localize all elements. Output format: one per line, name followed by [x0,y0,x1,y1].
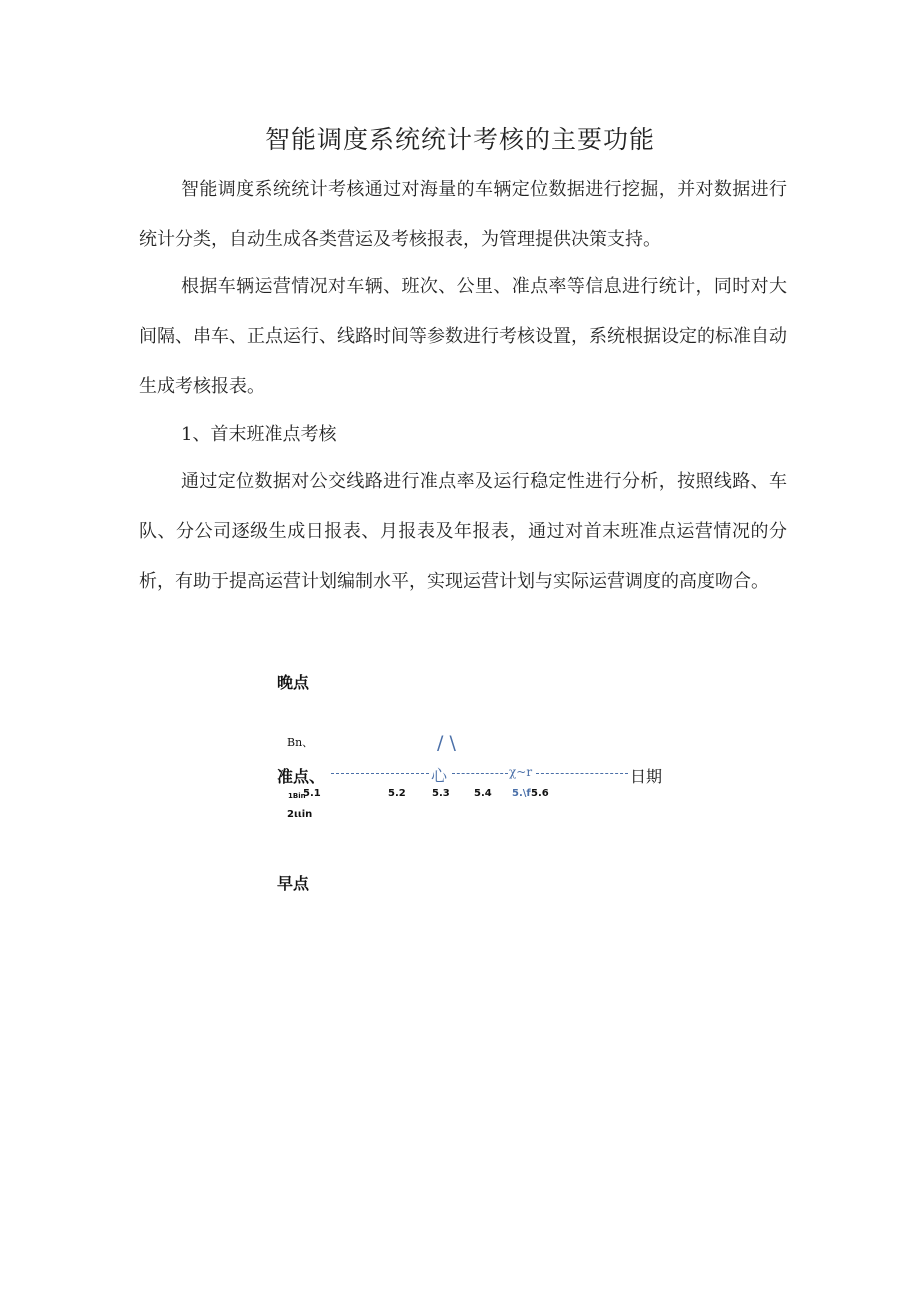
paragraph-statistics: 根据车辆运营情况对车辆、班次、公里、准点率等信息进行统计，同时对大间隔、串车、正点运行、线路时间等参数进行考核设置，系统根据设定的标准自动生成考核报表。 [139,276,787,397]
tick-5-6: 5.6 [531,788,549,799]
section-heading: 1、首末班准点考核 [181,424,337,445]
label-wave: χ~r [509,765,533,779]
label-early: 早点 [277,874,310,893]
label-peak: / \ [437,732,456,754]
document-title: 智能调度系统统计考核的主要功能 [264,125,655,154]
tick-5-4: 5.4 [474,788,492,799]
label-date: 日期 [630,767,663,786]
label-bn: Bn、 [287,736,314,749]
timeline-dash-1 [331,773,429,774]
label-late: 晚点 [277,673,310,692]
paragraph-intro: 智能调度系统统计考核通过对海量的车辆定位数据进行挖掘，并对数据进行统计分类，自动生成各类营运及考核报表，为管理提供决策支持。 [139,179,787,250]
label-xin: 心 [431,766,448,785]
tick-5-3: 5.3 [432,788,450,799]
label-ontime: 准点、 [277,767,326,786]
paragraph-punctuality: 通过定位数据对公交线路进行准点率及运行稳定性进行分析，按照线路、车队、分公司逐级生成日报表、月报表及年报表，通过对首末班准点运营情况的分析，有助于提高运营计划编制水平，实现运营计划与实际运营调度的高度吻合。 [139,471,787,592]
tick-5-5: 5.\f [512,788,531,799]
label-2min: 2ιιin [287,809,313,820]
timeline-dash-3 [536,773,628,774]
label-1bin: 1Bin [288,792,306,800]
tick-5-1: 5.1 [303,788,321,799]
timeline-dash-2 [452,773,508,774]
tick-5-2: 5.2 [388,788,406,799]
